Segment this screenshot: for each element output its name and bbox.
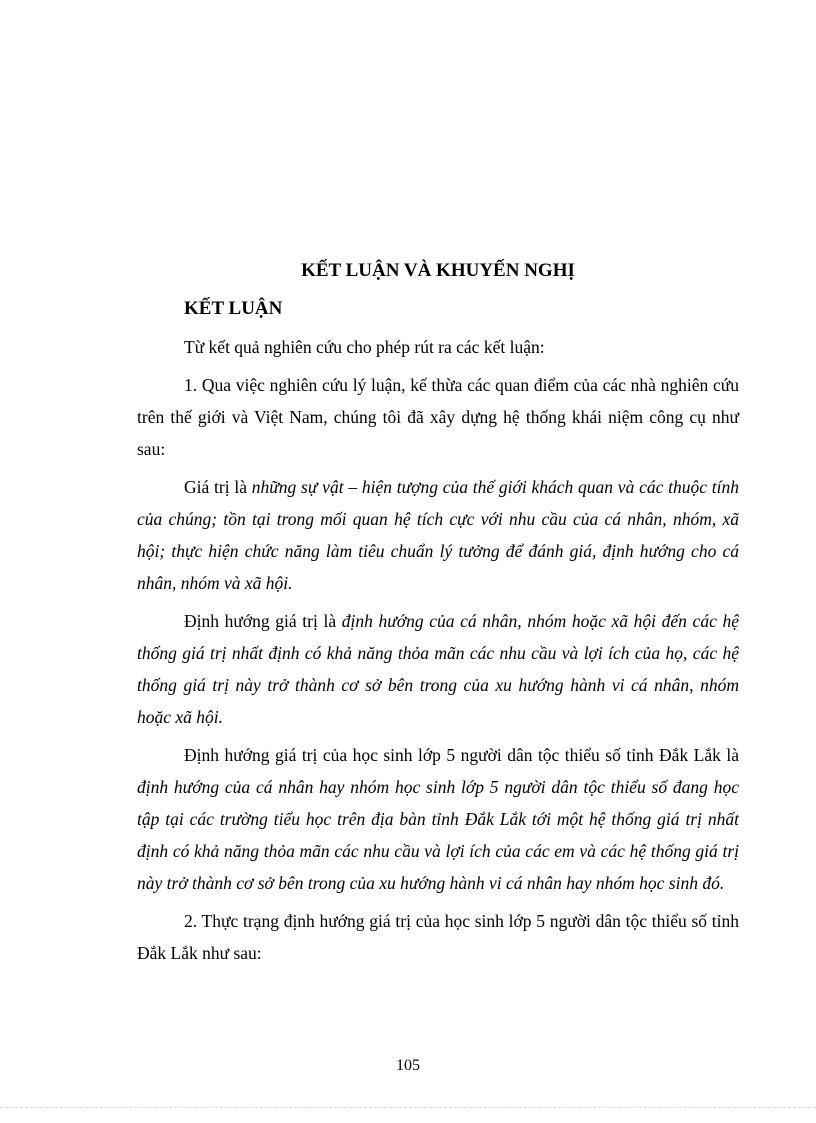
definition-term: Định hướng giá trị là [184,611,342,631]
definition-text: định hướng của cá nhân, nhóm hoặc xã hội đến các hệ thống giá trị nhất định có khả năng thỏa mãn các nhu cầu và lợi ích của họ, các hệ thống giá trị này trở thành cơ sở bên trong của xu hướng hành vi cá nhân, nhóm hoặc xã hội. [137,611,739,727]
definition-student-orientation [137,739,739,899]
conclusion-point-1: 1. Qua việc nghiên cứu lý luận, kế thừa các quan điểm của các nhà nghiên cứu trên thế giới và Việt Nam, chúng tôi đã xây dựng hệ thống khái niệm công cụ như sau: [137,375,739,459]
definition-term: Giá trị là [184,477,252,497]
section-title: KẾT LUẬN [184,298,283,319]
definition-term: Định hướng giá trị của học sinh lớp 5 người dân tộc thiểu số tỉnh Đắk Lắk là [184,745,739,765]
intro-paragraph: Từ kết quả nghiên cứu cho phép rút ra các kết luận: [184,337,545,357]
definition-text: định hướng của cá nhân hay nhóm học sinh lớp 5 người dân tộc thiểu số đang học tập tại các trường tiểu học trên địa bàn tỉnh Đắk Lắk tới một hệ thống giá trị nhất định có khả năng thỏa mãn các nhu cầu và lợi ích của các em và các hệ thống giá trị này trở thành cơ sở bên trong của xu hướng hành vi cá nhân hay nhóm học sinh đó. [137,777,739,893]
definition-value-orientation [137,605,739,733]
page-body [137,255,739,975]
conclusion-point-2: 2. Thực trạng định hướng giá trị của học sinh lớp 5 người dân tộc thiểu số tỉnh Đắk Lắk như sau: [137,911,739,963]
definition-value [137,471,739,599]
page-number: 105 [396,1057,420,1074]
definition-text: những sự vật – hiện tượng của thế giới khách quan và các thuộc tính của chúng; tồn tại trong mối quan hệ tích cực với nhu cầu của cá nhân, nhóm, xã hội; thực hiện chức năng làm tiêu chuẩn lý tưởng để đánh giá, định hướng cho cá nhân, nhóm và xã hội. [137,477,739,593]
page-divider [0,1107,816,1108]
chapter-title: KẾT LUẬN VÀ KHUYẾN NGHỊ [301,260,575,281]
